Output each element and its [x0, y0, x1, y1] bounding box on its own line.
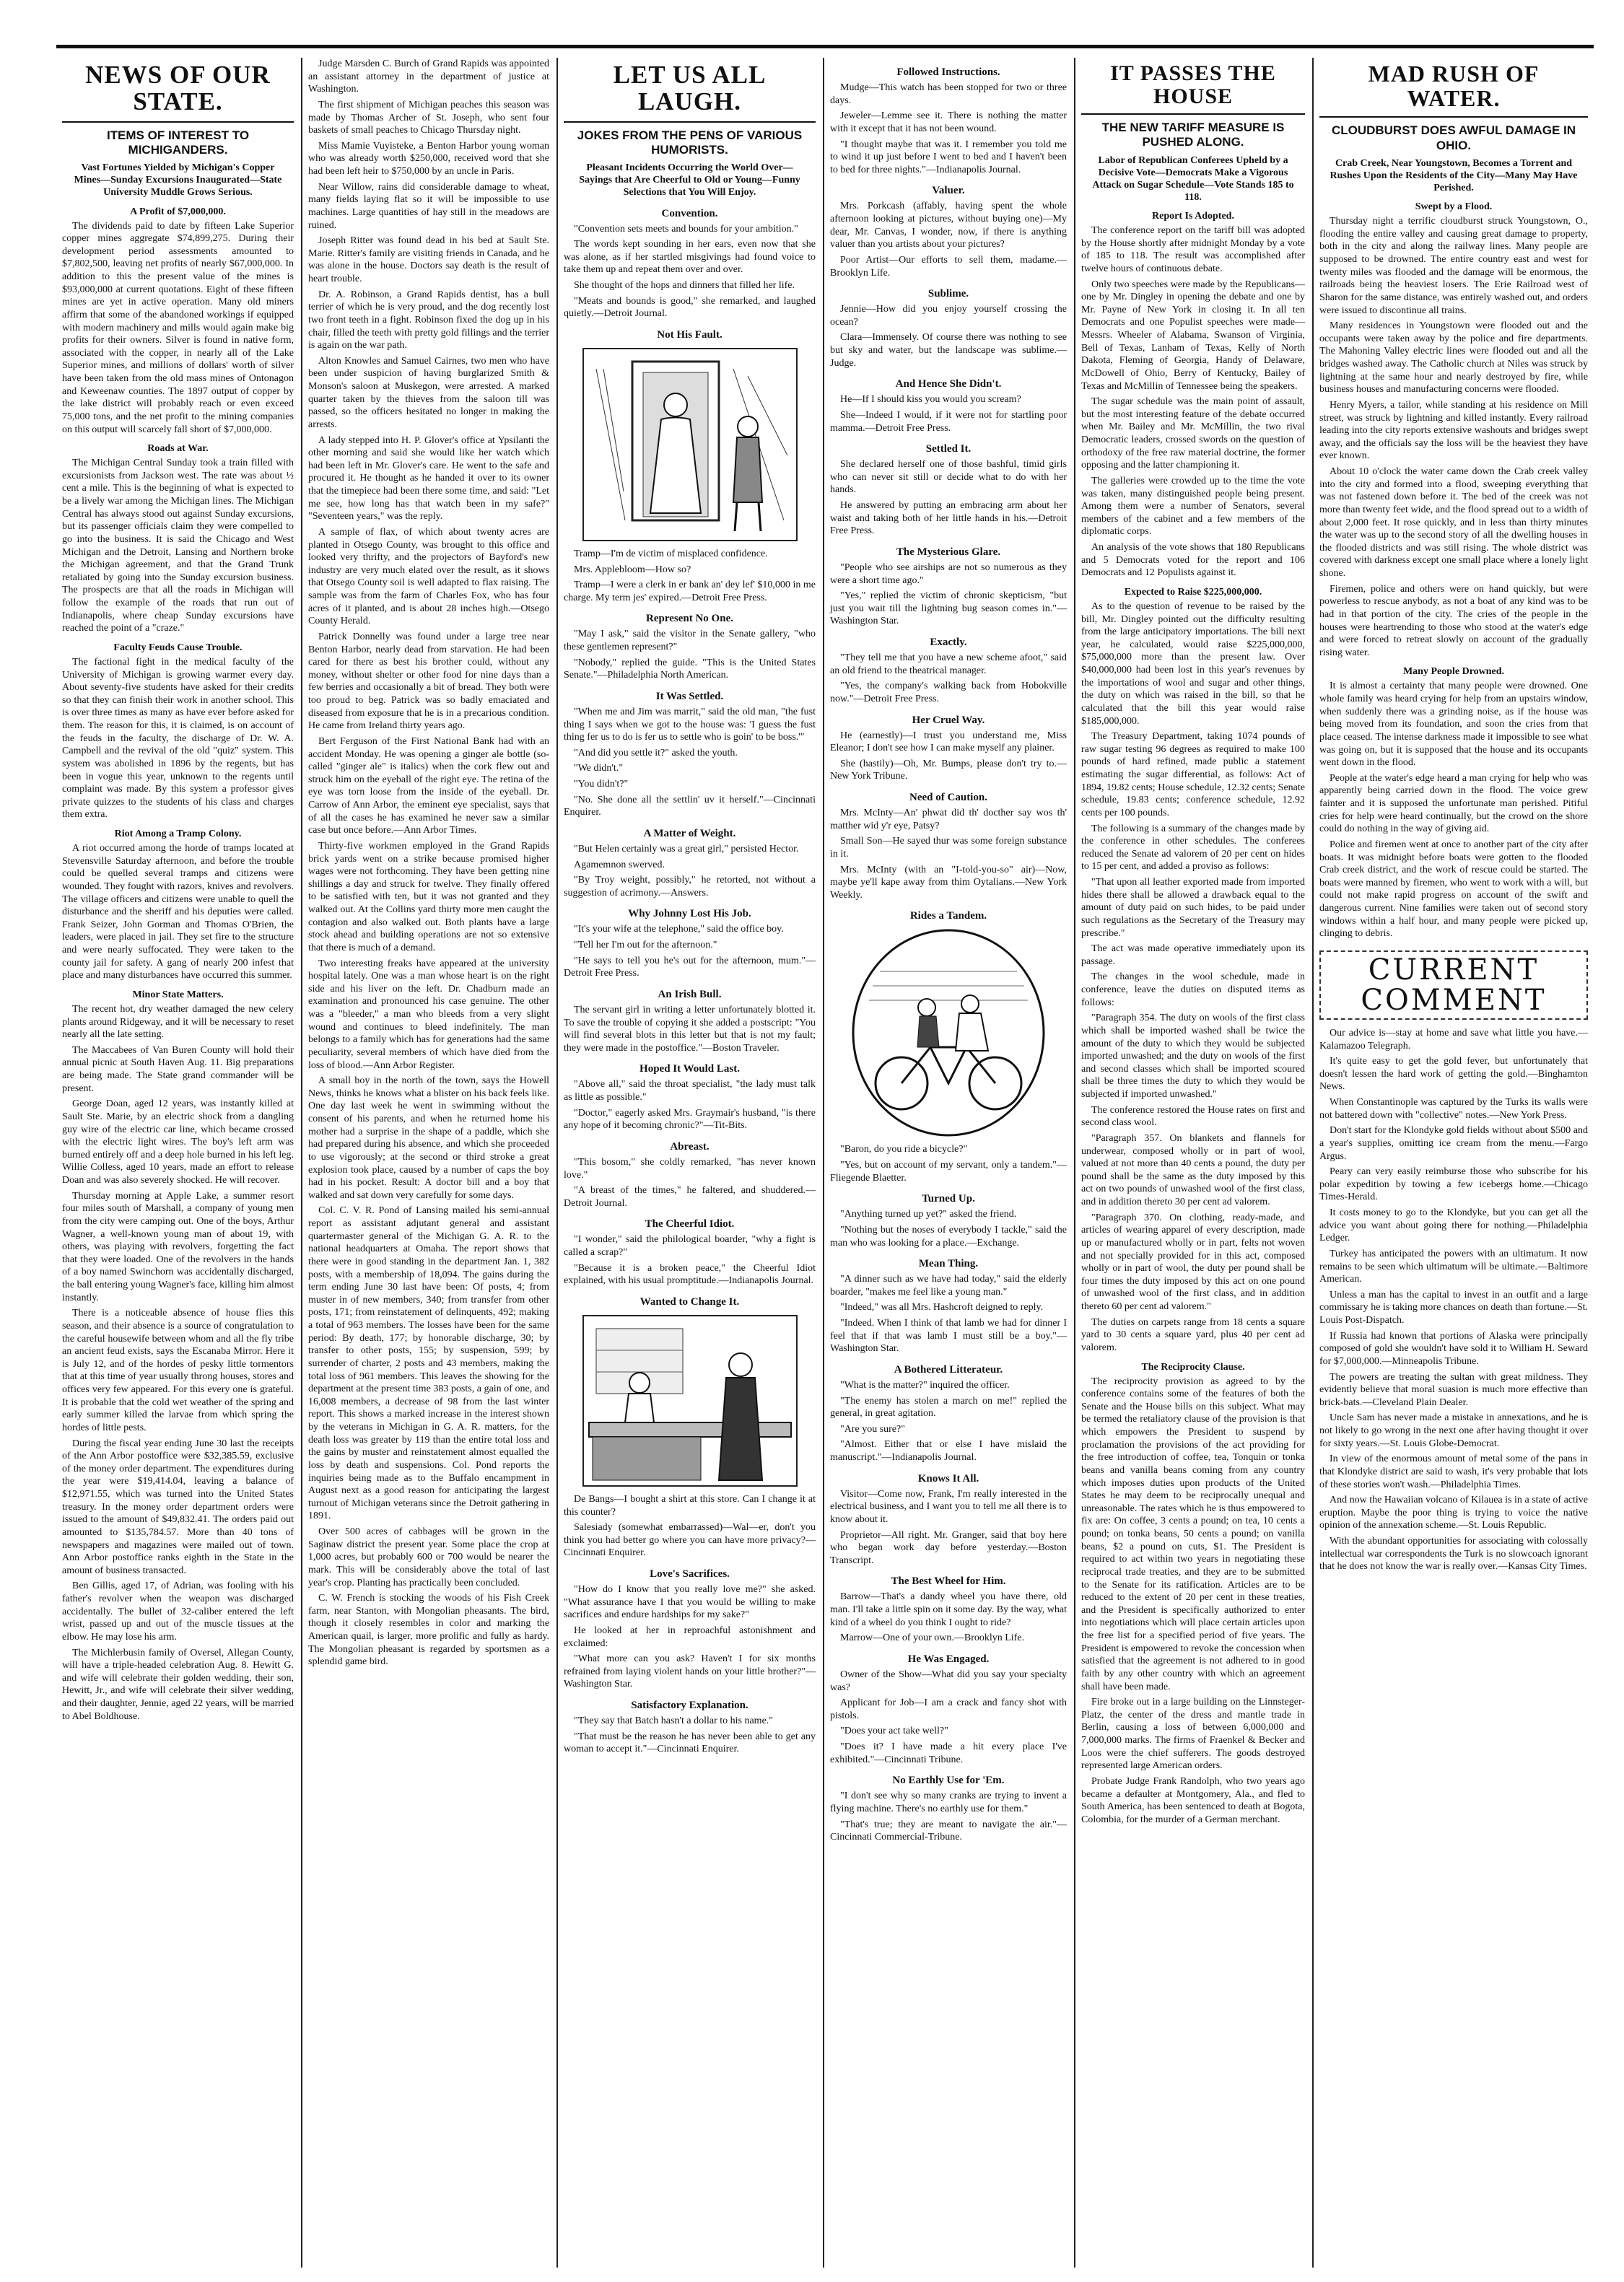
joke-title: Why Johnny Lost His Job.	[628, 908, 751, 920]
paragraph: "When me and Jim was marrit," said the old man, "the fust thing I says when we got to the house was: 'I guess the fust thing fer us to do is fer us to settle who is goin' to be boss.'"	[564, 706, 816, 743]
paragraph: "What more can you ask? Haven't I for six months refrained from laying violent hands on your little brother?"—Washington Star.	[564, 1653, 816, 1690]
paragraph: Col. C. V. R. Pond of Lansing mailed his semi-annual report as assistant adjutant general and assistant quartermaster general of the Michigan G. A. R. to the national headquarters at Omaha. The report shows that there were in good standing in the department Jan. 1, 382 posts, with a membership of 18,094. The gains during the term ending June 30 last have been: Of posts, 4; from muster in of new members, 340; from transfer from other posts, 171; from reinstatement of delinquents, 492; making a total of 963 members. The losses have been for the same period: By death, 177; by honorable discharge, 30; by transfer to other posts, 155; by suspension, 599; by surrender of charter, 2 posts and 43 members, making the total loss of 961 members. This leaves the showing for the department at the present time 383 posts, a gain of one, and 16,008 members, a decrease of 98 from the last winter report. This shows a marked increase in the interest shown by the veterans in Michigan in G. A. R. matters, for the death loss was greater by 119 than the entire total loss and the gains by muster and reinstatement almost equalled the loss by death and suspensions. Col. Pond reports the inquiries being made as to the Buffalo encampment in August next as a good reason for anticipating the largest turnout of Michigan veterans since the Detroit gathering in 1891.	[308, 1205, 549, 1522]
joke-title: The Mysterious Glare.	[896, 546, 1001, 558]
tandem-bicycle-illustration	[851, 928, 1046, 1137]
subheadline: ITEMS OF INTEREST TO MICHIGANDERS.	[106, 128, 250, 157]
paragraph: "The enemy has stolen a march on me!" replied the general, in great agitation.	[830, 1395, 1067, 1420]
section-heading: Roads at War.	[147, 443, 209, 455]
paragraph: "Yes," replied the victim of chronic skepticism, "but just you wait till the lightning bug season comes in."—Washington Star.	[830, 590, 1067, 627]
paragraph: Bert Ferguson of the First National Bank had with an accident Monday. He was opening a ginger ale bottle (so-called "ginger ale" is italics) when the cork flew out and struck him on the eyeball of the right eye. The retina of the eye was torn loose from the inside of the eyeball. Dr. Carrow of Ann Arbor, the eminent eye specialist, says that of all the cases he has examined he never saw a similar case but once before.—Ann Arbor Times.	[308, 735, 549, 836]
paragraph: Turkey has anticipated the powers with an ultimatum. It now remains to be seen which ultimatum will be ultimate.—Baltimore American.	[1319, 1248, 1588, 1285]
joke-title: Abreast.	[670, 1140, 710, 1153]
paragraph: "No. She done all the settlin' uv it herself."—Cincinnati Enquirer.	[564, 794, 816, 818]
section-heading: Swept by a Flood.	[1415, 201, 1493, 213]
paragraph: Uncle Sam has never made a mistake in annexations, and he is not likely to go wrong in the next one after having thought it over for sixty years.—St. Louis Globe-Democrat.	[1319, 1412, 1588, 1449]
shirt-store-counter-illustration	[582, 1314, 798, 1487]
paragraph: Barrow—That's a dandy wheel you have there, old man. I'll take a little spin on it some day. By the way, what kind of a wheel do you think I ought to ride?	[830, 1591, 1067, 1628]
paragraph: He (earnestly)—I trust you understand me, Miss Eleanor; I don't see how I can make myself any plainer.	[830, 730, 1067, 754]
headline: MAD RUSH OF WATER.	[1319, 62, 1588, 118]
paragraph: "And did you settle it?" asked the youth.	[574, 747, 738, 759]
paragraph: The Treasury Department, taking 1074 pounds of raw sugar testing 96 degrees as required to make 100 pounds of hard refined, made public a statement estimating the sugar differential, as follows: Act of 1894, 19.82 cents; House schedule, 12.32 cents; Senate schedule, 19.83 cents; conference schedule, 12.92 cents per 100 pounds.	[1081, 731, 1305, 818]
joke-title: Sublime.	[927, 288, 969, 300]
paragraph: Alton Knowles and Samuel Cairnes, two men who have been under suspicion of having burglarized Smith & Monson's saloon at Muskegon, were arrested. A marked quarter taken by the thieves from the saloon till was passed, so the officers hesitated no longer in making the arrests.	[308, 355, 549, 430]
paragraph: Mrs. Porkcash (affably, having spent the whole afternoon looking at pictures, without buying one)—My dear, Mr. Canvas, I wonder, now, if there is anything valuer than you artists about your pictures?	[830, 201, 1067, 250]
paragraph: "A breast of the times," he faltered, and shuddered.—Detroit Journal.	[564, 1185, 816, 1209]
paragraph: Owner of the Show—What did you say your specialty was?	[830, 1669, 1067, 1693]
column-flood-and-comment	[1314, 58, 1594, 2268]
paragraph: Fire broke out in a large building on the Linnsteger-Platz, the center of the dress and mantle trade in Berlin, causing a loss of between 6,000,000 and 7,000,000 marks. The firms of Fraenkel & Becker and Loos were the chief sufferers. The goods destroyed represented large American orders.	[1081, 1697, 1305, 1772]
paragraph: The galleries were crowded up to the time the vote was taken, many distinguished people being present. Among them were a number of Senators, several members of the cabinet and a few members of the diplomatic corps.	[1081, 475, 1305, 538]
paragraph: Visitor—Come now, Frank, I'm really interested in the electrical business, and I want you to tell me all there is to know about it.	[830, 1488, 1067, 1525]
paragraph: Patrick Donnelly was found under a large tree near Benton Harbor, nearly dead from starvation. He had been cared for there as best his brother could, without any money, without shelter or other food for nine days than a few berries and occasionally a bit of bread. They both were too proud to beg. Patrick was so badly emaciated and diseased from exposure that he is in a precarious condition. He came from Ireland thirty years ago.	[308, 631, 549, 732]
paragraph: Our advice is—stay at home and save what little you have.—Kalamazoo Telegraph.	[1319, 1027, 1588, 1052]
paragraph: People at the water's edge heard a man crying for help who was apparently being carried down in the flood. The voice grew fainter and it is supposed the unfortunate man perished. Pitiful cries for help were heard continually, but the crowd on the shore could do nothing in the way of giving aid.	[1319, 772, 1588, 835]
joke-title: Valuer.	[932, 185, 965, 197]
paragraph: The conference restored the House rates on first and second class wool.	[1081, 1104, 1305, 1129]
joke-title: Followed Instructions.	[896, 66, 1000, 78]
joke-title: Mean Thing.	[918, 1258, 979, 1270]
section-heading: The Reciprocity Clause.	[1141, 1361, 1245, 1373]
joke-title: Satisfactory Explanation.	[631, 1700, 748, 1712]
joke-title: Settled It.	[925, 443, 972, 455]
paragraph: Firemen, police and others were on hand quickly, but were powerless to rescue anybody, as not a boat of any kind was to be had in that portion of the city. The cries of the people in the houses were heartrending to those who stood at the water's edge and were forced to retreat slowly on account of the gradually rising water.	[1319, 583, 1588, 658]
paragraph: A lady stepped into H. P. Glover's office at Ypsilanti the other morning and said she would like her watch which had been left in Mr. Glover's care. He went to the safe and procured it. He thought as he handed it over to its owner that the timepiece had been there some time, and said: "Let me see, how long has that watch been in my safe?" "Seventeen years," was the reply.	[308, 434, 549, 523]
section-heading: Expected to Raise $225,000,000.	[1124, 586, 1262, 598]
paragraph: "But Helen certainly was a great girl," persisted Hector.	[574, 843, 799, 854]
paragraph: Only two speeches were made by the Republicans—one by Mr. Dingley in opening the debate and one by Mr. Payne of New York in closing it. In all ten Democrats and one Populist speeches were made—Messrs. Wheeler of Alabama, Swanson of Virginia, Bell of Texas, Lanham of Texas, Kelly of North Dakota, Fleming of Georgia, Handy of Delaware, McDowell of Ohio, Berry of Kentucky, Bailey of Texas and McMillin of Tennessee being the speakers.	[1081, 279, 1305, 392]
joke-title: Wanted to Change It.	[639, 1295, 740, 1308]
paragraph: A sample of flax, of which about twenty acres are planted in Otsego County, was brought to this office and looked very thrifty, and the projectors of Bayford's new industry are very much elated over the result, as it shows that Otsego County soil is well adapted to flax raising. The sample was from the farm of Charles Fox, who has four acres of it planted, and is about 28 inches high.—Otsego County Herald.	[308, 526, 549, 627]
joke-title: Not His Fault.	[657, 328, 722, 341]
paragraph: "By Troy weight, possibly," he retorted, not without a suggestion of acrimony.—Answers.	[564, 875, 816, 899]
paragraph: The first shipment of Michigan peaches this season was made by Thomas Archer of St. Joseph, who sent four baskets of small peaches to Chicago Thursday night.	[308, 99, 549, 136]
section-heading: Riot Among a Tramp Colony.	[114, 829, 242, 840]
paragraph: Dr. A. Robinson, a Grand Rapids dentist, has a bull terrier of which he is very proud, and the dog recently lost two front teeth in a fight. Robinson fixed the dog up in his chair, filled the teeth with pretty gold fillings and the terrier is again on the war path.	[308, 289, 549, 351]
joke-title: An Irish Bull.	[658, 988, 722, 1000]
paragraph: Thursday night a terrific cloudburst struck Youngstown, O., flooding the entire valley and causing great damage to property, both in the city and along the railway lines. Many people are supposed to be drowned. The entire country east and west for twenty miles was flooded and the damage will be enormous, the railroads being the heaviest losers. The Erie Railroad west of Sharon for the same distance, was entirely washed out, and orders were issued to discontinue all trains.	[1319, 216, 1588, 316]
paragraph: "This bosom," she coldly remarked, "has never known love."	[564, 1156, 816, 1181]
paragraph: The act was made operative immediately upon its passage.	[1081, 943, 1305, 967]
paragraph: George Doan, aged 12 years, was instantly killed at Sault Ste. Marie, by an electric shock from a dangling guy wire of the electric car line, which became crossed with the electric light wires. The boy's left arm was burned entirely off and a deep hole burned in his left leg. Willie Colless, aged 10 years, made an effort to release Doan and was also severely shocked. He will recover.	[62, 1098, 294, 1186]
paragraph: "I don't see why so many cranks are trying to invent a flying machine. There's no earthly use for them."	[830, 1791, 1067, 1814]
paragraph: The changes in the wool schedule, made in conference, leave the duties on disputed items as follows:	[1081, 971, 1305, 1008]
paragraph: Mrs. McInty (with an "I-told-you-so" air)—Now, maybe ye'll kape away from thim Oytalians.—New York Weekly.	[830, 864, 1067, 901]
joke-title: The Cheerful Idiot.	[645, 1218, 735, 1230]
paragraph: She (hastily)—Oh, Mr. Bumps, please don't try to.—New York Tribune.	[830, 758, 1067, 782]
paragraph: The powers are treating the sultan with great mildness. They evidently believe that moral suasion is much more effective than brick-bats.—Cleveland Plain Dealer.	[1319, 1371, 1588, 1408]
paragraph: De Bangs—I bought a shirt at this store. Can I change it at this counter?	[564, 1493, 816, 1518]
paragraph: Don't start for the Klondyke gold fields without about $500 and a year's supplies, omitting ice cream from the menu.—Fargo Argus.	[1319, 1125, 1588, 1162]
paragraph: He—If I should kiss you would you scream?	[840, 394, 1021, 406]
paragraph: He answered by putting an embracing arm about her waist and taking both of her little hands in his.—Detroit Free Press.	[830, 500, 1067, 537]
paragraph: "I wonder," said the philological boarder, "why a fight is called a scrap?"	[564, 1234, 816, 1259]
paragraph: Clara—Immensely. Of course there was nothing to see but sky and water, but the landscape was sublime.—Judge.	[830, 332, 1067, 369]
paragraph: Mrs. McInty—An' phwat did th' docther say wos th' matther wid y'r eye, Patsy?	[830, 808, 1067, 831]
joke-title: Represent No One.	[646, 613, 733, 625]
joke-title: Need of Caution.	[909, 792, 987, 803]
column-tariff	[1075, 58, 1311, 2268]
paragraph: "Almost. Either that or else I have mislaid the manuscript."—Indianapolis Journal.	[830, 1439, 1067, 1463]
paragraph: "Paragraph 357. On blankets and flannels for underwear, composed wholly or in part of wool, valued at not more than 40 cents a pound, the duty per pound shall be the same as the duty imposed by this act on two pounds of unwashed wool of the first class, and in addition thereto 30 per cent ad valorem.	[1081, 1132, 1305, 1208]
joke-title: And Hence She Didn't.	[895, 378, 1002, 390]
paragraph: Peary can very easily reimburse those who subscribe for his polar expedition by towing a few icebergs home.—Chicago Times-Herald.	[1319, 1166, 1588, 1203]
deck: Pleasant Incidents Occurring the World Over—Sayings that Are Cheerful to Old or Young—Funny Selections that You Will Enjoy.	[579, 162, 800, 198]
top-rule	[56, 45, 1594, 48]
paragraph: "Doctor," eagerly asked Mrs. Graymair's husband, "is there any hope of it becoming chronic?"—Tit-Bits.	[564, 1107, 816, 1132]
subheadline: THE NEW TARIFF MEASURE IS PUSHED ALONG.	[1101, 121, 1285, 149]
paragraph: If Russia had known that portions of Alaska were principally composed of gold she wouldn't have sold it to William H. Seward for $7,000,000.—Minneapolis Tribune.	[1319, 1330, 1588, 1367]
paragraph: "Paragraph 370. On clothing, ready-made, and articles of wearing apparel of every description, made up or manufactured wholly or in part, felts not woven and not specially provided for in this act, composed wholly or in part of wool, the duty per pound shall be four times the duty imposed by this act on one pound of unwashed wool of the first class, and in addition thereto 60 per cent ad valorem."	[1081, 1212, 1305, 1313]
paragraph: The words kept sounding in her ears, even now that she was alone, as if her startled misgivings had found voice to take them up and repeat them over and over.	[564, 239, 816, 276]
paragraph: Salesiady (somewhat embarrassed)—Wal—er, don't you think you had better go where you can have more privacy?—Cincinnati Enquirer.	[564, 1522, 816, 1559]
paragraph: Two interesting freaks have appeared at the university hospital lately. One was a man whose heart is on the right side and his liver on the left. Dr. Chadburn made an examination and pronounced his case genuine. The other was a "bleeder," a man who bleeds from a very slight wound and continues to bleed indefinitely. The man belongs to a family which has for generations had the same peculiarity, several members of which have died from the loss of blood.—Ann Arbor Register.	[308, 958, 549, 1071]
headline: IT PASSES THE HOUSE	[1081, 62, 1305, 115]
paragraph: A riot occurred among the horde of tramps located at Stevensville Saturday afternoon, and before the trouble could be quelled several tramps and citizens were wounded. They fought with razors, knives and revolvers. The village officers and citizens were unable to quell the disturbance and the sheriff and his deputies were called. Frank Seizer, John Gorman and Thomas O'Brien, the leaders, were placed in jail. They set fire to the structure and were nearly suffocated. They were taken to the county jail for safety. A gang of nearly 200 infest that place and many disturbances have occurred this summer.	[62, 843, 294, 982]
paragraph: When Constantinople was captured by the Turks its walls were not battered down with "collective" notes.—New York Press.	[1319, 1097, 1588, 1121]
column-let-us-all-laugh	[558, 58, 821, 2268]
paragraph: Police and firemen went at once to another part of the city after boats. It was midnight before boats were gotten to the flooded Crab creek district, and the work of rescue could be started. The boats were manned by firemen, who went to work with a will, but could not make rapid progress on account of the swift and dangerous current. Nine families were taken out of second story windows within a half hour, and many people were picked up, clinging to debris.	[1319, 839, 1588, 940]
paragraph: The dividends paid to date by fifteen Lake Superior copper mines aggregate $74,899,275. During their development period assessments amounted to $7,802,500, leaving net profits of nearly $67,000,000. In addition to this the present value of the mines is $93,000,000 at current quotations. Eight of these fifteen mines are yet in active operation. Many old miners affirm that some of the abandoned workings if equipped with modern machinery and mills would again make big profits for their owners. Silver is found in native form, associated with the copper, in nearly all of the Lake Superior mines, and millions of dollars' worth of silver have been taken from the old mass mines of Ontonagon and Keweenaw counties. The 1897 output of copper by the lake district will probably reach or even exceed 75,000 tons, and the net profit to the mining companies on this output will scarcely fall short of $7,000,000.	[62, 220, 294, 435]
paragraph: "Yes, but on account of my servant, only a tandem."—Fliegende Blaetter.	[830, 1160, 1067, 1184]
paragraph: And now the Hawaiian volcano of Kilauea is in a state of active eruption. Maybe the poor thing is trying to voice the native opinion of the annexation scheme.—St. Louis Republic.	[1319, 1495, 1588, 1531]
joke-title: Rides a Tandem.	[909, 910, 987, 922]
current-comment-masthead: CURRENT COMMENT	[1319, 950, 1588, 1020]
paragraph: An analysis of the vote shows that 180 Republicans and 5 Democrats voted for the report and 106 Democrats and 12 Populists against it.	[1081, 542, 1305, 579]
paragraph: Agamemnon swerved.	[574, 859, 665, 870]
joke-title: Exactly.	[930, 637, 967, 648]
paragraph: "How do I know that you really love me?" she asked. "What assurance have I that you would be willing to make sacrifices and endure hardships for my sake?"	[564, 1584, 816, 1621]
paragraph: There is a noticeable absence of house flies this season, and their absence is a source of congratulation to the careful housewife between whom and all the fly tribe an ancient feud exists, says the Escanaba Mirror. Here it is July 12, and of the hordes of pesky little tormentors that at this time of year usually throng houses, stores and offices very few appeared. For this every one is grateful. It is probable that the cold wet weather of the spring and early summer killed the larvae from which spring the hordes of little pests.	[62, 1308, 294, 1433]
paragraph: "I thought maybe that was it. I remember you told me to wind it up just before I went to bed and I haven't been to bed for three nights."—Indianapolis Journal.	[830, 139, 1067, 175]
paragraph: "That upon all leather exported made from imported hides there shall be allowed a drawback equal to the amount of duty paid on such hides, to be paid under such regulations as the Secretary of the Treasury may prescribe."	[1081, 877, 1305, 939]
paragraph: A small boy in the north of the town, says the Howell News, thinks he knows what a blister on his back feels like. One day last week he went in swimming without the consent of his parents, and when he returned home his mother had a surprise in the shape of a paddle, which she had prepared during his absence, and which she proceeded to use vigorously; at the second or third stroke a great explosion took place, caused by a number of caps the boy had in his pocket. Result: A doctor bill and a boy that walked and sat down very carefully for some days.	[308, 1075, 549, 1201]
paragraph: Small Son—He sayed thur was some foreign substance in it.	[830, 836, 1067, 860]
paragraph: "Nothing but the noses of everybody I tackle," said the man who was looking for a place.—Exchange.	[830, 1224, 1067, 1249]
paragraph: The reciprocity provision as agreed to by the conference contains some of the features of both the Senate and the House bills on this subject. What may be termed the retaliatory clause of the provision is that which empowers the President to suspend by proclamation the provisions of the act providing for the free introduction of coffee, tea, Tonquin or tonka beans and vanilla beans coming from any country which imposes duties upon products of the United States he may deem to be reciprocally unequal and unreasonable. The rates which he is thus empowered to fix are: On coffee, 3 cents a pound; on tea, 10 cents a pound; on tonka beans, 50 cents a pound; on vanilla beans, $2 a pound on cuts, $1. The President is required to act within two years in negotiating these reciprocal trade treaties, and they are to be submitted to the Senate for its ratification. Articles are to be reduced to the extent of 20 per cent in these treaties, and the President is specifically authorized to enter into negotiations which will place certain articles upon the free list for a specified period of five years. The President is empowered to revoke the concession when satisfied that the agreement is not adhered to in good faith by any other country with which an agreement shall have been made.	[1081, 1376, 1305, 1692]
paragraph: Miss Mamie Vuyisteke, a Benton Harbor young woman who was already worth $250,000, received word that she had been left heir to $750,000 by an uncle in Paris.	[308, 140, 549, 177]
paragraph: "We didn't."	[574, 763, 624, 774]
joke-title: Love's Sacrifices.	[650, 1568, 730, 1581]
paragraph: "Does it? I have made a hit every place I've exhibited."—Cincinnati Tribune.	[830, 1741, 1067, 1765]
joke-title: The Best Wheel for Him.	[891, 1575, 1006, 1588]
paragraph: The Michigan Central Sunday took a train filled with excursionists from Jackson west. The rate was about ½ cent a mile. This is the beginning of what is expected to be a lively war among the Michigan lines. The Michigan Central has always stood out against Sunday excursions, but its passenger officials claim they were compelled to go into the business. It is said the Chicago and West Michigan and the Detroit, Lansing and Northern broke the Michigan agreement, and that the Grand Trunk retaliated by going into the Sunday excursion business. The prospects are that all the roads in Michigan will follow the example of the roads that run out of Indianapolis, where cheap Sunday excursions have reached the point of a "craze."	[62, 458, 294, 634]
paragraph: Thursday morning at Apple Lake, a summer resort four miles south of Marshall, a company of young men from the city were camping out. One of the boys, Arthur Wagner, a well-known young man of about 19, with others, was playing with revolvers, forgetting the fact that they were loaded. One of the revolvers in the hands of a boy named Swinchorn was accidentally discharged, the ball entering young Wagner's face, killing him almost instantly.	[62, 1190, 294, 1303]
subheadline: JOKES FROM THE PENS OF VARIOUS HUMORISTS.	[577, 128, 803, 157]
paragraph: "You didn't?"	[574, 779, 629, 790]
paragraph: During the fiscal year ending June 30 last the receipts of the Ann Arbor postoffice were $32,385.59, exclusive of the money order department. The expenditures during the year were $19,414.04, leaving a balance of $12,971.55, which was turned into the United States treasury. In the money order department orders were issued to the amount of $49,832.41. The orders paid out amounted to $135,784.57. More than 40 tons of newspapers and magazines were mailed out of town. Ann Arbor postoffice ranks eighth in the State in the amount of business transacted.	[62, 1438, 294, 1576]
joke-title: A Bothered Litterateur.	[894, 1363, 1003, 1376]
paragraph: "Are you sure?"	[840, 1423, 905, 1435]
paragraph: The following is a summary of the changes made by the conference in other schedules. The conferees reduced the Senate ad valorem of 20 per cent on hides to 15 per cent, and added a proviso as follows:	[1081, 823, 1305, 873]
paragraph: C. W. French is stocking the woods of his Fish Creek farm, near Stanton, with Mongolian pheasants. The bird, though it closely resembles in color and marking the American quail, is larger, more prolific and fully as hardy. The Mongolian pheasant is regarded by sportsmen as a splendid game bird.	[308, 1593, 549, 1668]
paragraph: Judge Marsden C. Burch of Grand Rapids was appointed an assistant attorney in the department of justice at Washington.	[308, 58, 549, 95]
paragraph: "Anything turned up yet?" asked the friend.	[840, 1209, 1017, 1220]
paragraph: Henry Myers, a tailor, while standing at his residence on Mill street, was struck by lightning and killed instantly. Every railroad leading into the city reports extensive washouts and bridges swept away, and the officials say the loss will be the heaviest they have ever known.	[1319, 399, 1588, 462]
deck: Labor of Republican Conferees Upheld by a Decisive Vote—Democrats Make a Vigorous Attack on Sugar Schedule—Vote Stands 185 to 118.	[1092, 154, 1294, 204]
column-news-of-state	[56, 58, 300, 2268]
paragraph: Many residences in Youngstown were flooded out and the occupants were taken away by the police and fire departments. The Mahoning Valley electric lines were flooded out and all the bridges washed away. The Catholic church at Niles was struck by lightning at the same hour and nearly destroyed by fire, while business houses and manufacturing concerns were flooded.	[1319, 320, 1588, 395]
paragraph: Probate Judge Frank Randolph, who two years ago became a defaulter at Montgomery, Ala., and fled to South America, has been sentenced to death at Bogota, Colombia, for the murder of a German merchant.	[1081, 1775, 1305, 1825]
headline: LET US ALL LAUGH.	[564, 62, 816, 123]
paragraph: "What is the matter?" inquired the officer.	[840, 1379, 1010, 1391]
section-heading: Minor State Matters.	[132, 989, 224, 1000]
paragraph: Mudge—This watch has been stopped for two or three days.	[830, 82, 1067, 106]
paragraph: "They tell me that you have a new scheme afoot," said an old friend to the theatrical manager.	[830, 652, 1067, 676]
joke-title: Hoped It Would Last.	[639, 1063, 740, 1075]
paragraph: It costs money to go to the Klondyke, but you can get all the advice you want about going there for nothing.—Philadelphia Ledger.	[1319, 1207, 1588, 1244]
paragraph: "Above all," said the throat specialist, "the lady must talk as little as possible."	[564, 1079, 816, 1103]
paragraph: The duties on carpets range from 18 cents a square yard to 30 cents a square yard, plus 40 per cent ad valorem.	[1081, 1316, 1305, 1353]
paragraph: Proprietor—All right. Mr. Granger, said that boy here who began work day before yesterday.—Boston Transcript.	[830, 1529, 1067, 1566]
paragraph: "Because it is a broken peace," the Cheerful Idiot explained, with his usual promptitude.—Indianapolis Journal.	[564, 1262, 816, 1287]
paragraph: "People who see airships are not so numerous as they were a short time ago."	[830, 561, 1067, 586]
tramp-doorway-illustration	[582, 347, 798, 542]
newspaper-page	[56, 45, 1594, 2268]
paragraph: She declared herself one of those bashful, timid girls who can never sit still or decide what to do with her hands.	[830, 459, 1067, 496]
paragraph: Mrs. Applebloom—How so?	[574, 564, 691, 575]
paragraph: "Meats and bounds is good," she remarked, and laughed quietly.—Detroit Journal.	[564, 295, 816, 320]
paragraph: "Does your act take well?"	[840, 1726, 948, 1737]
paragraph: In view of the enormous amount of metal some of the pans in that Klondyke district are said to wash, it's very probable that lots of these stories won't wash.—Philadelphia Times.	[1319, 1453, 1588, 1490]
paragraph: Tramp—I were a clerk in er bank an' dey lef' $10,000 in me charge. My term jes' expired.—Detroit Free Press.	[564, 580, 816, 603]
headline: NEWS OF OUR STATE.	[62, 62, 294, 123]
joke-title: Turned Up.	[922, 1193, 975, 1205]
paragraph: "Indeed," was all Mrs. Hashcroft deigned to reply.	[840, 1302, 1044, 1313]
joke-title: Her Cruel Way.	[912, 714, 985, 726]
paragraph: The recent hot, dry weather damaged the new celery plants around Ridgeway, and it will be necessary to reset nearly all the late setting.	[62, 1003, 294, 1041]
paragraph: Near Willow, rains did considerable damage to wheat, many fields laying flat so it will be impossible to use machines. Large quantities of hay still in the meadows are ruined.	[308, 181, 549, 231]
joke-title: Convention.	[661, 207, 718, 219]
paragraph: "Tell her I'm out for the afternoon."	[574, 940, 717, 951]
paragraph: "A dinner such as we have had today," said the elderly boarder, "makes me feel like a young man."	[830, 1274, 1067, 1298]
paragraph: She—Indeed I would, if it were not for startling poor mamma.—Detroit Free Press.	[830, 409, 1067, 434]
paragraph: About 10 o'clock the water came down the Crab creek valley into the city and formed into a flood, sweeping everything that was not fastened down before it. The bed of the creek was not more than twenty feet wide, and the flood spread out to a width of about 2,000 feet. It rose quickly, and in less than thirty minutes the water was up to the second story of all the dwelling houses in the flooded districts and was still rising. The whole district was covered with darkness except one small place where a lonely light shone.	[1319, 466, 1588, 580]
paragraph: "Paragraph 354. The duty on wools of the first class which shall be imported washed shall be twice the amount of the duty to which they would be subjected imported unwashed; and the duty on wools of the first and second classes which shall be imported scoured shall be three times the duty to which they would be subjected if imported unwashed."	[1081, 1013, 1305, 1101]
paragraph: Joseph Ritter was found dead in his bed at Sault Ste. Marie. Ritter's family are visiting friends in Canada, and he was alone in the house. Doctors say death is the result of heart trouble.	[308, 235, 549, 284]
paragraph: Marrow—One of your own.—Brooklyn Life.	[840, 1632, 1025, 1644]
paragraph: It's quite easy to get the gold fever, but unfortunately that doesn't lessen the hard work of getting the gold.—Binghamton News.	[1319, 1056, 1588, 1093]
paragraph: The Maccabees of Van Buren County will hold their annual picnic at South Haven Aug. 11. Big preparations are being made. The State grand commander will be present.	[62, 1044, 294, 1094]
paragraph: "Convention sets meets and bounds for your ambition."	[574, 223, 798, 235]
section-heading: Many People Drowned.	[1402, 666, 1505, 678]
joke-title: Knows It All.	[917, 1472, 979, 1485]
deck: Vast Fortunes Yielded by Michigan's Copper Mines—Sunday Excursions Inaugurated—State University Muddle Grows Serious.	[74, 162, 282, 198]
paragraph: The factional fight in the medical faculty of the University of Michigan is growing warmer every day. About seventy-five students have asked for their credits so that they can finish their work in another school. This is over three times as many as have ever before asked for them. The reason for this, it is claimed, is on account of the feuds in the faculty, the discharge of Dr. W. A. Campbell and the revival of the old "quiz" system. This system was abolished in 1896 by the regents, but has been in vogue this year, unknown to the regents until complaint was made. By this system a professor gives private quizzes to the students of his class and charges them extra.	[62, 656, 294, 821]
paragraph: "They say that Batch hasn't a dollar to his name."	[574, 1715, 773, 1727]
column-jokes-continued	[824, 58, 1073, 2268]
paragraph: "Indeed. When I think of that lamb we had for dinner I feel that if that was lamb I must still be a boy."—Washington Star.	[830, 1318, 1067, 1355]
paragraph: The conference report on the tariff bill was adopted by the House shortly after midnight Monday by a vote of 185 to 118. The result was accomplished after twelve hours of continuous debate.	[1081, 225, 1305, 274]
paragraph: The servant girl in writing a letter unfortunately blotted it. To save the trouble of copying it she added a postscript: "You will find several blots in this letter but that is not my fault; they were made in the postoffice."—Boston Traveler.	[564, 1004, 816, 1054]
paragraph: He looked at her in reproachful astonishment and exclaimed:	[564, 1625, 816, 1649]
paragraph: Jeweler—Lemme see it. There is nothing the matter with it except that it has not been wound.	[830, 110, 1067, 134]
paragraph: It is almost a certainty that many people were drowned. One whole family was heard crying for help from an upstairs window, when suddenly there was a grinding noise, as if the house was being moved from its foundation, and soon the cries from that place ceased. The intense darkness made it impossible to see what was going on, but it is supposed that the house and its occupants went down in the flood.	[1319, 681, 1588, 769]
deck: Crab Creek, Near Youngstown, Becomes a Torrent and Rushes Upon the Residents of the City—Many May Have Perished.	[1330, 157, 1578, 194]
joke-title: He Was Engaged.	[907, 1653, 990, 1665]
paragraph: "It's your wife at the telephone," said the office boy.	[574, 924, 784, 935]
paragraph: Unless a man has the capital to invest in an outfit and a large commissary he is taking more chances on death than fortune.—St. Louis Post-Dispatch.	[1319, 1289, 1588, 1326]
joke-title: A Matter of Weight.	[643, 827, 736, 839]
section-heading: Faculty Feuds Cause Trouble.	[113, 642, 243, 653]
section-heading: Report Is Adopted.	[1152, 211, 1234, 222]
paragraph: Over 500 acres of cabbages will be grown in the Saginaw district the present year. Some place the crop at 1,000 acres, but probably 600 or 700 would be nearer the mark. This will be considerably above the total of last year's crop. Planting has practically been concluded.	[308, 1526, 549, 1588]
paragraph: The Michlerbusin family of Oversel, Allegan County, will have a triple-headed celebration Aug. 8. Hewitt G. and wife will celebrate their golden wedding, their son, Hewitt, Jr., and wife will celebrate their silver wedding, and their daughter, Jennie, aged 22 years, will be married to Abel Boldhouse.	[62, 1647, 294, 1722]
paragraph: Poor Artist—Our efforts to sell them, madame.—Brooklyn Life.	[830, 254, 1067, 279]
paragraph: "That must be the reason he has never been able to get any woman to accept it."—Cincinnati Enquirer.	[564, 1731, 816, 1755]
paragraph: Ben Gillis, aged 17, of Adrian, was fooling with his father's revolver when the weapon was discharged accidentally. The bullet of 32-caliber entered the left wrist, passed up and out of the muscle tissues at the elbow. He may lose his arm.	[62, 1581, 294, 1643]
paragraph: She thought of the hops and dinners that filled her life.	[574, 280, 795, 292]
paragraph: The sugar schedule was the main point of assault, but the most interesting feature of the debate occurred when Mr. Bailey and Mr. McMillin, the two rival Democratic leaders, crossed swords on the question of orthodoxy of the free raw material doctrine, the former opposing and the latter championing it.	[1081, 396, 1305, 471]
paragraph: "That's true; they are meant to navigate the air."—Cincinnati Commercial-Tribune.	[830, 1819, 1067, 1843]
paragraph: "May I ask," said the visitor in the Senate gallery, "who these gentlemen represent?"	[564, 629, 816, 653]
column-state-items	[302, 58, 555, 2268]
paragraph: Jennie—How did you enjoy yourself crossing the ocean?	[830, 304, 1067, 328]
paragraph: Applicant for Job—I am a crack and fancy shot with pistols.	[830, 1697, 1067, 1721]
paragraph: "Yes, the company's walking back from Hobokville now."—Detroit Free Press.	[830, 681, 1067, 704]
paragraph: Thirty-five workmen employed in the Grand Rapids brick yards went on a strike because promised higher wages were not forthcoming. They have been getting nine shillings a day and struck for twelve. They finally offered to be satisfied with ten, but it was not granted and they walked out. At the Collins yard thirty more men caught the contagion and also walked out. Both plants have a large stock ahead and building operations are not so extensive that there is much of a demand.	[308, 840, 549, 953]
paragraph: "He says to tell you he's out for the afternoon, mum."—Detroit Free Press.	[564, 955, 816, 979]
joke-title: No Earthly Use for 'Em.	[892, 1775, 1005, 1787]
paragraph: "Nobody," replied the guide. "This is the United States Senate."—Philadelphia North American.	[564, 657, 816, 681]
subheadline: CLOUDBURST DOES AWFUL DAMAGE IN OHIO.	[1331, 123, 1576, 152]
paragraph: "Baron, do you ride a bicycle?"	[840, 1144, 968, 1155]
joke-title: It Was Settled.	[655, 690, 724, 702]
paragraph: With the abundant opportunities for associating with colossally intellectual war correspondents the Turk is no slowcoach ignorant that he does not know the war is really over.—Kansas City Times.	[1319, 1536, 1588, 1573]
paragraph: As to the question of revenue to be raised by the bill, Mr. Dingley pointed out the difficulty resulting from the large anticipatory importations. The bill next year, he calculated, would raise $225,000,000, $75,000,000 more than the present law. Over $40,000,000 had been lost in this year's revenues by the importations of wool and sugar and other things, the duty on which was raised in the bill, so that he calculated that the bill this year would raise $185,000,000.	[1081, 600, 1305, 727]
paragraph: Tramp—I'm de victim of misplaced confidence.	[574, 548, 768, 559]
section-heading: A Profit of $7,000,000.	[130, 206, 226, 217]
